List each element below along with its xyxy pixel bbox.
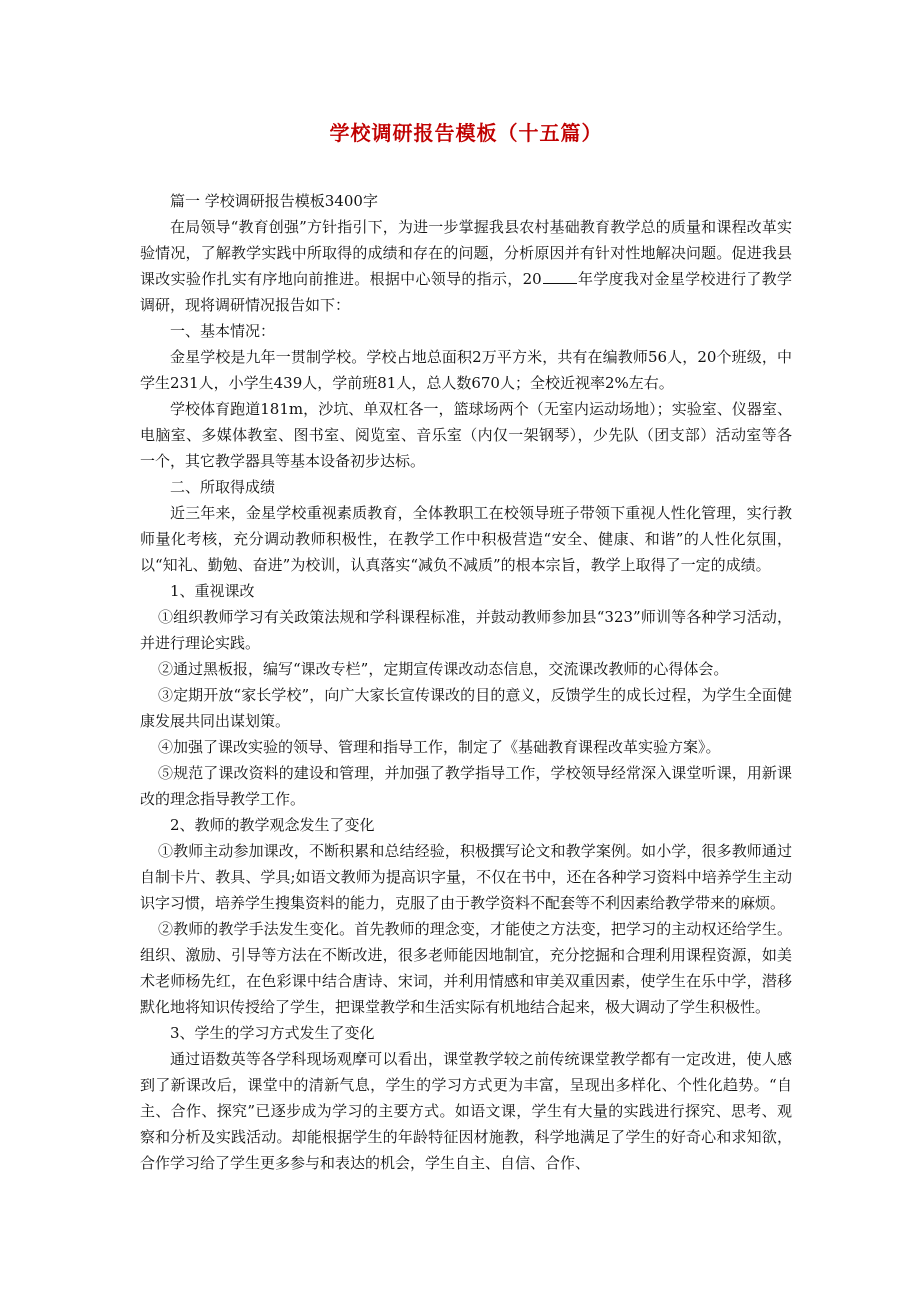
document-page: [140, 118, 792, 1176]
achievements-paragraph: 近三年来，金星学校重视素质教育，全体教职工在校领导班子带领下重视人性化管理，实行教师量化考核，充分调动教师积极性，在教学工作中积极营造“安全、健康、和谐”的人性化氛围，以“知礼、勤勉、奋进”为校训，认真落实“减负不减质”的根本宗旨，教学上取得了一定的成绩。: [140, 504, 792, 574]
subheading-teaching-concepts: 2、教师的教学观念发生了变化: [170, 816, 375, 834]
section-heading-achievements: 二、所取得成绩: [170, 478, 276, 496]
intro-text-cont: 年学度我对金星学校进行了教学调研，现将调研情况报告如下：: [140, 270, 792, 314]
list-item: ②通过黑板报，编写“课改专栏”，定期宣传课改动态信息，交流课改教师的心得体会。: [158, 660, 729, 678]
facilities-paragraph: 学校体育跑道181m，沙坑、单双杠各一，篮球场两个（无室内运动场地）；实验室、仪器室、电脑室、多媒体教室、图书室、阅览室、音乐室（内仅一架钢琴），少先队（团支部）活动室等各一个，其它教学器具等基本设备初步达标。: [140, 400, 792, 470]
list-item: ④加强了课改实验的领导、管理和指导工作，制定了《基础教育课程改革实验方案》。: [158, 738, 721, 756]
intro-paragraph: 在局领导“教育创强”方针指引下，为进一步掌握我县农村基础教育教学总的质量和课程改革实验情况，了解教学实践中所取得的成绩和存在的问题，分析原因并有针对性地解决问题。促进我县课改实验作扎实有序地向前推进。根据中心领导的指示，20 年学度我对金星学校进行了教学调研，现将调研情况报告如下：: [140, 218, 792, 314]
subheading-curriculum-reform: 1、重视课改: [170, 582, 255, 600]
list-item: ③定期开放“家长学校”，向广大家长宣传课改的目的意义，反馈学生的成长过程，为学生全面健康发展共同出谋划策。: [140, 686, 792, 730]
intro-text: 在局领导“教育创强”方针指引下，为进一步掌握我县农村基础教育教学总的质量和课程改革实验情况，了解教学实践中所取得的成绩和存在的问题，分析原因并有针对性地解决问题。促进我县课改实验作扎实有序地向前推进。根据中心领导的指示，: [140, 218, 792, 288]
list-item: ②教师的教学手法发生变化。首先教师的理念变，才能使之方法变，把学习的主动权还给学生。组织、激励、引导等方法在不断改进，很多老师能因地制宜，充分挖掘和合理利用课程资源，如美术老师杨先红，在色彩课中结合唐诗、宋词，并利用情感和审美双重因素，使学生在乐中学，潜移默化地将知识传授给了学生，把课堂教学和生活实际有机地结合起来，极大调动了学生积极性。: [140, 920, 792, 1016]
year-blank: [543, 269, 577, 284]
list-item: ①组织教师学习有关政策法规和学科课程标准，并鼓动教师参加县“323”师训等各种学习活动，并进行理论实践。: [140, 608, 792, 652]
section-heading-basic: 一、基本情况：: [170, 322, 276, 340]
list-item: ①教师主动参加课改，不断积累和总结经验，积极撰写论文和教学案例。如小学，很多教师通过自制卡片、教具、学具;如语文教师为提高识字量，不仅在书中，还在各种学习资料中培养学生主动识字习惯，培养学生搜集资料的能力，克服了由于教学资料不配套等不利因素给教学带来的麻烦。: [140, 842, 792, 912]
document-title: 学校调研报告模板（十五篇）: [329, 121, 603, 145]
subheading-learning-methods: 3、学生的学习方式发生了变化: [170, 1024, 375, 1042]
list-item: ⑤规范了课改资料的建设和管理，并加强了教学指导工作，学校领导经常深入课堂听课，用新课改的理念指导教学工作。: [140, 764, 792, 808]
basic-info-paragraph: 金星学校是九年一贯制学校。学校占地总面积2万平方米，共有在编教师56人，20个班级，中学生231人，小学生439人，学前班81人，总人数670人；全校近视率2%左右。: [140, 348, 792, 392]
article-heading: 篇一 学校调研报告模板3400字: [170, 192, 378, 210]
learning-methods-paragraph: 通过语数英等各学科现场观摩可以看出，课堂教学较之前传统课堂教学都有一定改进，使人感到了新课改后，课堂中的清新气息，学生的学习方式更为丰富，呈现出多样化、个性化趋势。“自主、合作、探究”已逐步成为学习的主要方式。如语文课，学生有大量的实践进行探究、思考、观察和分析及实践活动。却能根据学生的年龄特征因材施教，科学地满足了学生的好奇心和求知欲，合作学习给了学生更多参与和表达的机会，学生自主、自信、合作、: [140, 1050, 792, 1172]
